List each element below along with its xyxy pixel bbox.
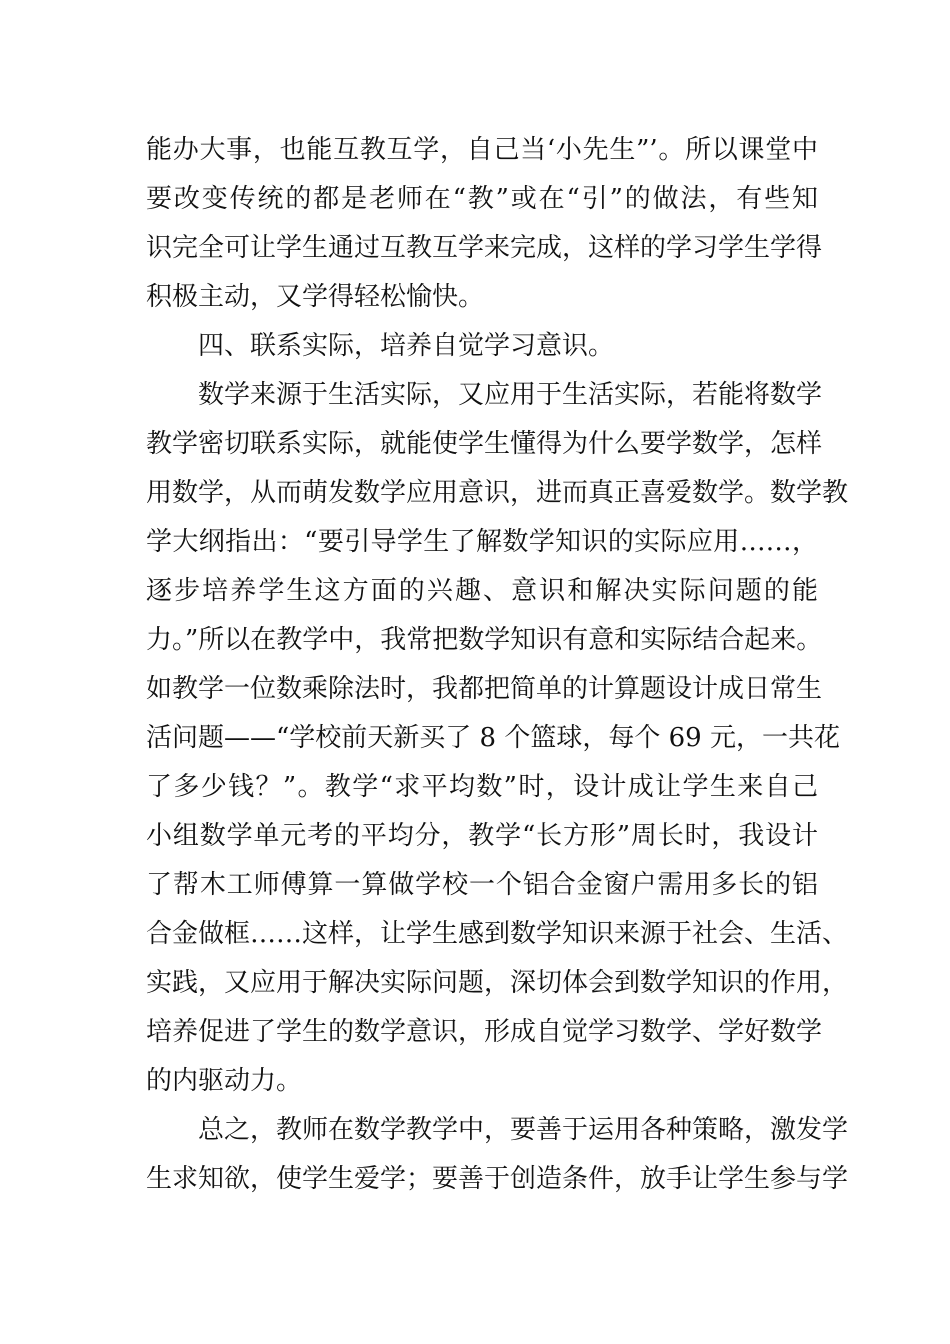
text-line: 数学来源于生活实际，又应用于生活实际，若能将数学 [198, 380, 823, 410]
text-line: 活问题——“学校前天新买了 8 个篮球，每个 69 元，一共花 [146, 723, 840, 753]
text-line: 逐步培养学生这方面的兴趣、意识和解决实际问题的能 [146, 576, 818, 606]
text-line: 实践，又应用于解决实际问题，深切体会到数学知识的作用， [146, 968, 849, 998]
text-line: 的内驱动力。 [146, 1066, 303, 1096]
text-line: 如教学一位数乘除法时，我都把简单的计算题设计成日常生 [146, 674, 823, 704]
text-line: 要改变传统的都是老师在“教”或在“引”的做法，有些知 [146, 184, 818, 214]
text-line: 了多少钱？”。教学“求平均数”时，设计成让学生来自己 [146, 772, 818, 802]
text-line: 合金做框……这样，让学生感到数学知识来源于社会、生活、 [146, 919, 849, 949]
body-text [146, 126, 849, 1204]
text-line: 了帮木工师傅算一算做学校一个铝合金窗户需用多长的铝 [146, 870, 818, 900]
section-heading: 四、联系实际，培养自觉学习意识。 [198, 331, 615, 361]
text-line: 能办大事，也能互教互学，自己当‘小先生”’。所以课堂中 [146, 135, 818, 165]
text-line: 总之，教师在数学教学中，要善于运用各种策略，激发学 [198, 1115, 849, 1145]
text-line: 积极主动，又学得轻松愉快。 [146, 282, 485, 312]
text-line: 学大纲指出：“要引导学生了解数学知识的实际应用……， [146, 527, 818, 557]
text-line: 力。”所以在教学中，我常把数学知识有意和实际结合起来。 [146, 625, 823, 655]
text-line: 培养促进了学生的数学意识，形成自觉学习数学、学好数学 [146, 1017, 823, 1047]
text-line: 小组数学单元考的平均分，教学“长方形”周长时，我设计 [146, 821, 818, 851]
text-line: 用数学，从而萌发数学应用意识，进而真正喜爱数学。数学教 [146, 478, 849, 508]
text-line: 识完全可让学生通过互教互学来完成，这样的学习学生学得 [146, 233, 823, 263]
text-line: 生求知欲，使学生爱学；要善于创造条件，放手让学生参与学 [146, 1164, 849, 1194]
text-line: 教学密切联系实际，就能使学生懂得为什么要学数学，怎样 [146, 429, 823, 459]
